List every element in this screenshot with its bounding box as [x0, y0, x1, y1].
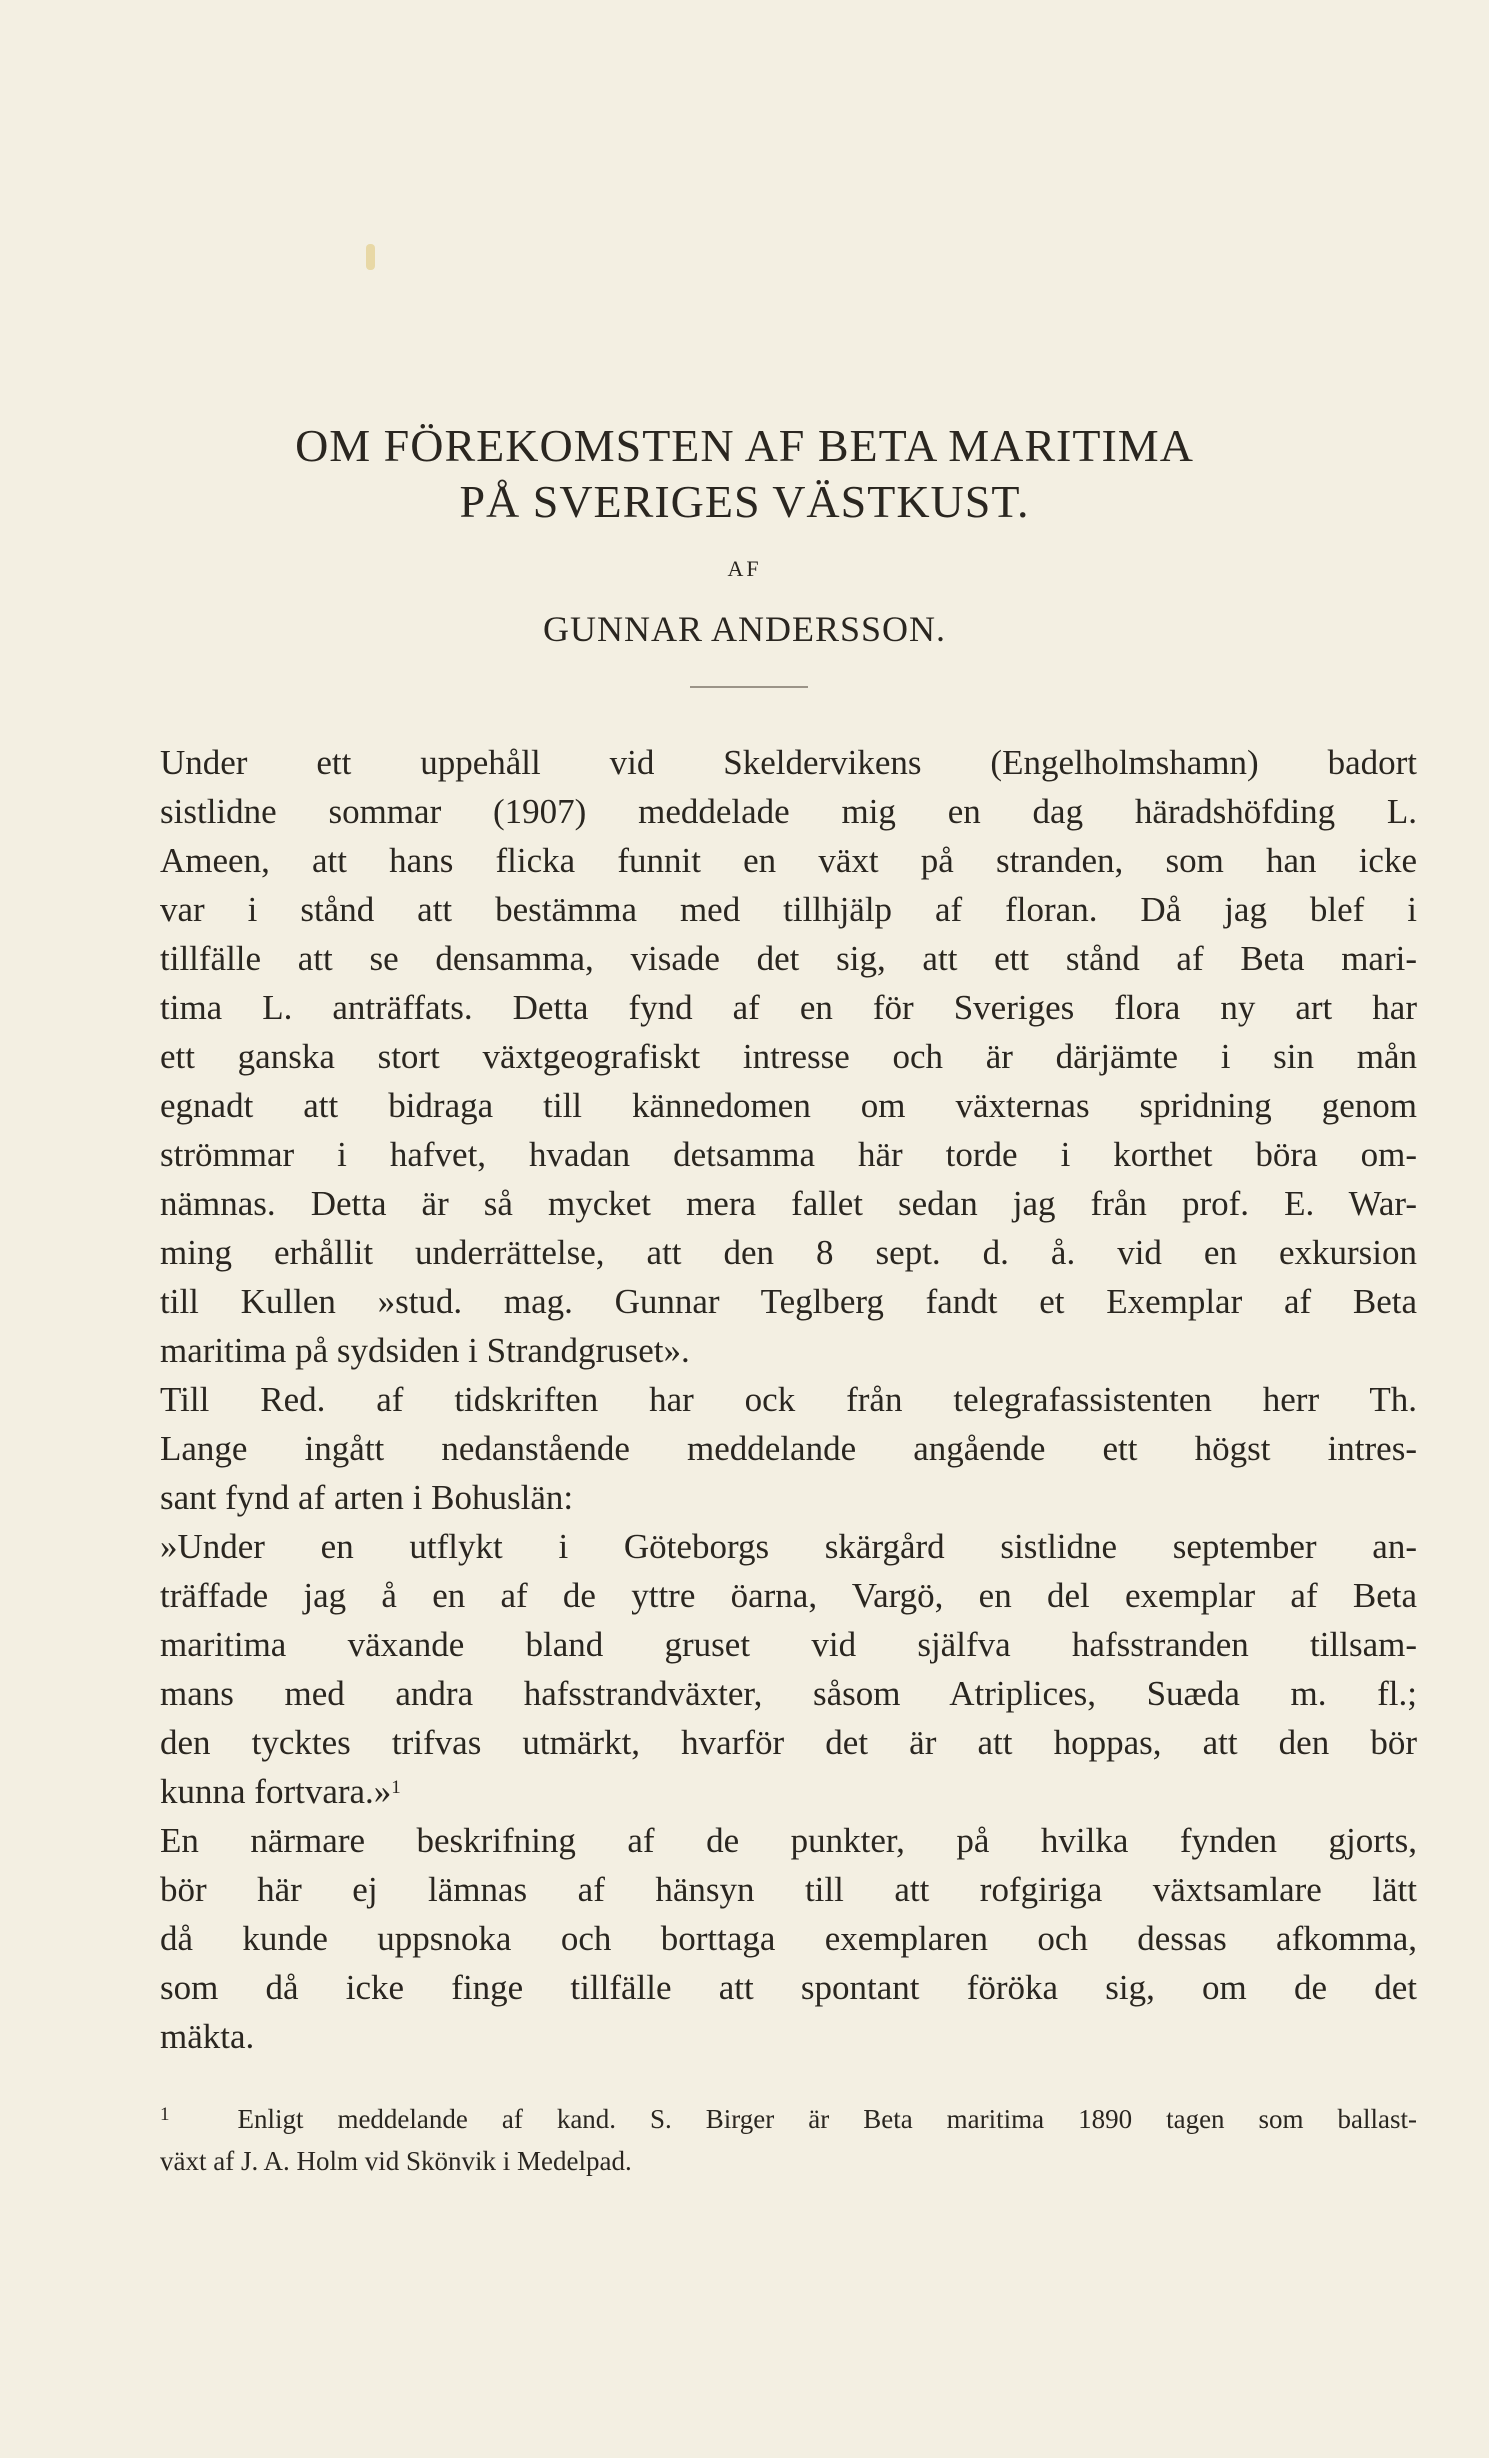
- article-title-line-1: OM FÖREKOMSTEN AF BETA MARITIMA: [295, 420, 1194, 471]
- body-line: ming erhållit underrättelse, att den 8 sept. d. å. vid en exkursion: [160, 1233, 1417, 1272]
- body-line: Ameen, att hans flicka funnit en växt på stranden, som han icke: [160, 841, 1417, 880]
- body-line: »Under en utflykt i Göteborgs skärgård sistlidne september an-: [160, 1527, 1417, 1566]
- body-line: Till Red. af tidskriften har ock från telegrafassistenten herr Th.: [160, 1380, 1417, 1419]
- body-line-with-note: [160, 1767, 1417, 1816]
- body-line: mäkta.: [160, 2017, 255, 2056]
- body-line: Under ett uppehåll vid Skeldervikens (Engelholmshamn) badort: [160, 743, 1417, 782]
- body-line: egnadt att bidraga till kännedomen om växternas spridning genom: [160, 1086, 1417, 1125]
- byline-prefix: AF: [727, 556, 762, 581]
- footnote-reference: 1: [391, 1777, 401, 1798]
- body-line: tima L. anträffats. Detta fynd af en för Sveriges flora ny art har: [160, 988, 1417, 1027]
- body-line: maritima på sydsiden i Strandgruset».: [160, 1331, 690, 1370]
- body-line: bör här ej lämnas af hänsyn till att rofgiriga växtsamlare lätt: [160, 1870, 1417, 1909]
- body-line: Lange ingått nedanstående meddelande angående ett högst intres-: [160, 1429, 1417, 1468]
- body-line: då kunde uppsnoka och borttaga exemplaren och dessas afkomma,: [160, 1919, 1417, 1958]
- author-name: GUNNAR ANDERSSON.: [542, 609, 947, 649]
- body-line: den tycktes trifvas utmärkt, hvarför det är att hoppas, att den bör: [160, 1723, 1417, 1762]
- body-line: maritima växande bland gruset vid själfva hafsstranden tillsam-: [160, 1625, 1417, 1664]
- paper-stain: [366, 244, 375, 270]
- footnote: [160, 2098, 1417, 2182]
- body-line: tillfälle att se densamma, visade det sig, att ett stånd af Beta mari-: [160, 939, 1417, 978]
- footnote-line: [160, 2098, 1417, 2140]
- body-line: var i stånd att bestämma med tillhjälp af floran. Då jag blef i: [160, 890, 1417, 929]
- footnote-line: växt af J. A. Holm vid Skönvik i Medelpad.: [160, 2146, 632, 2176]
- body-line-text: kunna fortvara.»: [160, 1772, 392, 1811]
- body-line: till Kullen »stud. mag. Gunnar Teglberg fandt et Exemplar af Beta: [160, 1282, 1417, 1321]
- body-line: nämnas. Detta är så mycket mera fallet sedan jag från prof. E. War-: [160, 1184, 1417, 1223]
- footnote-text: Enligt meddelande af kand. S. Birger är Beta maritima 1890 tagen som ballast-: [237, 2104, 1417, 2134]
- body-line: sistlidne sommar (1907) meddelade mig en dag häradshöfding L.: [160, 792, 1417, 831]
- body-line: ett ganska stort växtgeografiskt intresse och är därjämte i sin mån: [160, 1037, 1417, 1076]
- body-line: som då icke finge tillfälle att spontant föröka sig, om de det: [160, 1968, 1417, 2007]
- body-line: träffade jag å en af de yttre öarna, Vargö, en del exemplar af Beta: [160, 1576, 1417, 1615]
- article-body: [160, 738, 1417, 2061]
- body-line: En närmare beskrifning af de punkter, på hvilka fynden gjorts,: [160, 1821, 1417, 1860]
- body-line: strömmar i hafvet, hvadan detsamma här torde i korthet böra om-: [160, 1135, 1417, 1174]
- body-line: sant fynd af arten i Bohuslän:: [160, 1478, 574, 1517]
- title-divider: [690, 686, 808, 688]
- article-title-line-2: PÅ SVERIGES VÄSTKUST.: [459, 476, 1030, 527]
- footnote-marker: 1: [160, 2104, 170, 2125]
- body-line: mans med andra hafsstrandväxter, såsom Atriplices, Suæda m. fl.;: [160, 1674, 1417, 1713]
